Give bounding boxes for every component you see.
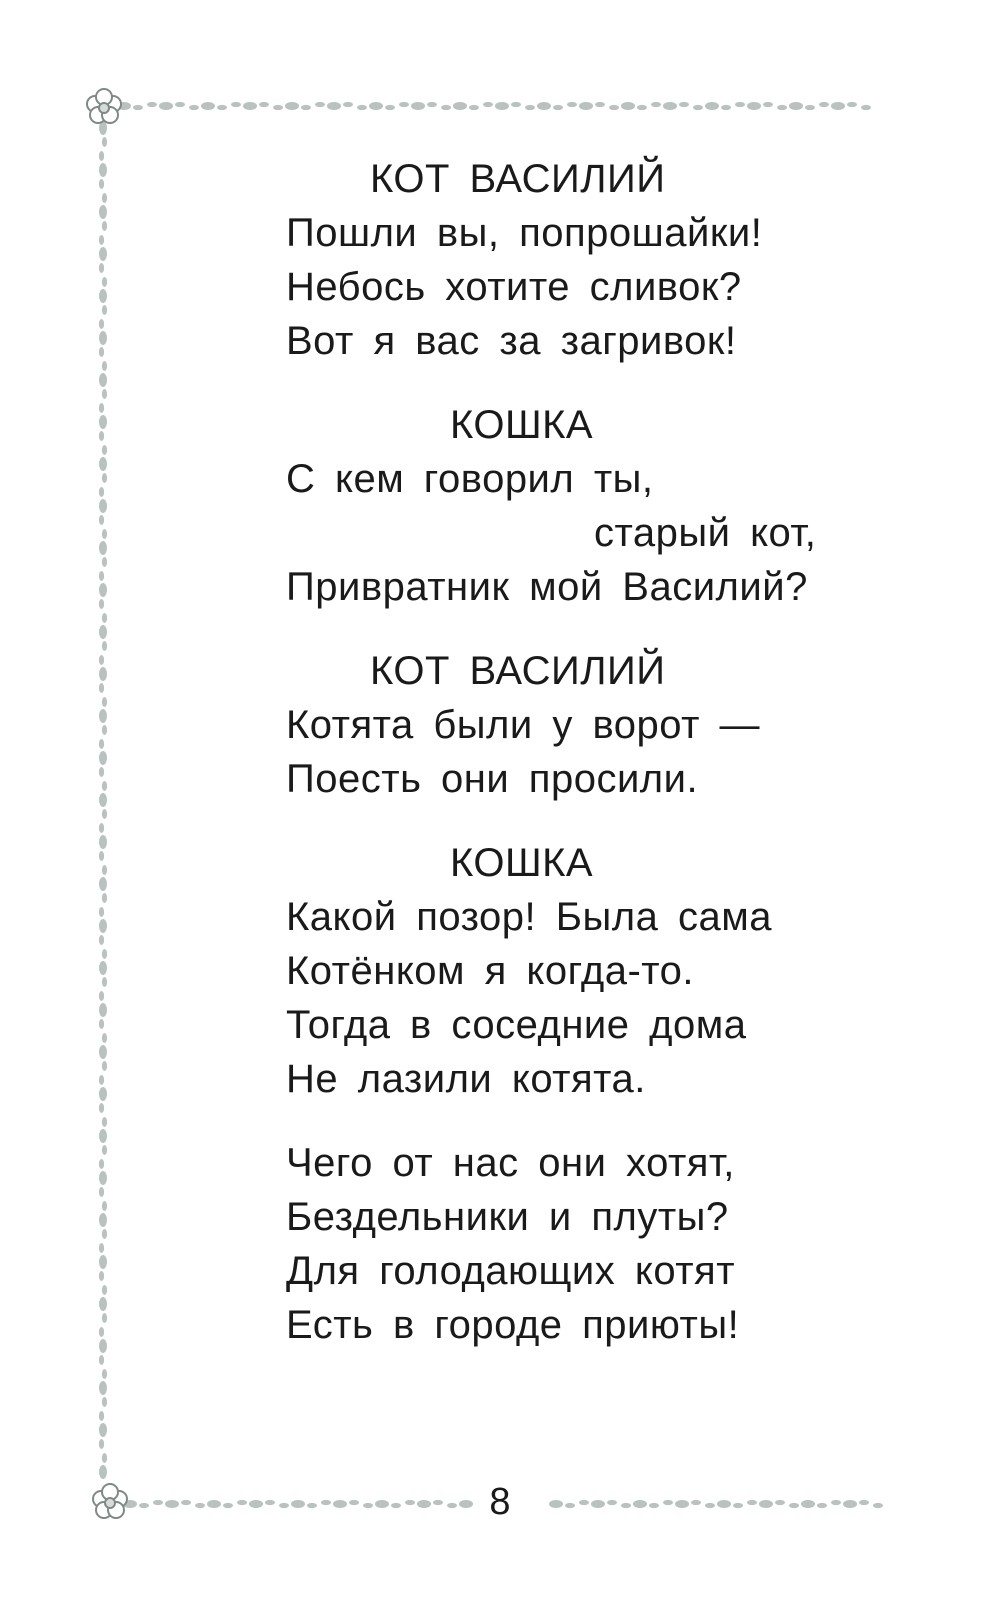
flower-icon	[93, 1484, 127, 1518]
verse-line: старый кот,	[594, 511, 817, 555]
frame-border-bottom-right	[549, 1500, 883, 1508]
page-number: 8	[489, 1481, 511, 1523]
verse-line: Небось хотите сливок?	[286, 265, 742, 309]
speaker-name: КОШКА	[450, 841, 594, 885]
flower-icon	[87, 89, 121, 123]
verse-line: Пошли вы, попрошайки!	[286, 211, 763, 255]
verse-line: Чего от нас они хотят,	[286, 1141, 735, 1185]
verse-block	[286, 1136, 926, 1352]
verse-line: Есть в городе приюты!	[286, 1303, 740, 1347]
verse-block	[286, 398, 926, 614]
verse-block	[286, 152, 926, 368]
verse-line: Тогда в соседние дома	[286, 1003, 747, 1047]
frame-border-left	[99, 121, 107, 1479]
speaker-name: КОШКА	[450, 403, 594, 447]
poem-text	[286, 152, 926, 1352]
frame-border-bottom-left	[123, 1500, 473, 1508]
verse-block	[286, 836, 926, 1106]
verse-line: Не лазили котята.	[286, 1057, 646, 1101]
verse-line: Котёнком я когда-то.	[286, 949, 695, 993]
speaker-name: КОТ ВАСИЛИЙ	[370, 649, 666, 693]
frame-border-top	[117, 102, 871, 110]
verse-line: Для голодающих котят	[286, 1249, 736, 1293]
verse-line: Котята были у ворот —	[286, 703, 761, 747]
speaker-name: КОТ ВАСИЛИЙ	[370, 157, 666, 201]
verse-line: С кем говорил ты,	[286, 457, 654, 501]
verse-line: Вот я вас за загривок!	[286, 319, 737, 363]
verse-block	[286, 644, 926, 806]
verse-line: Бездельники и плуты?	[286, 1195, 729, 1239]
verse-line: Какой позор! Была сама	[286, 895, 772, 939]
verse-line: Поесть они просили.	[286, 757, 699, 801]
verse-line: Привратник мой Василий?	[286, 565, 808, 609]
